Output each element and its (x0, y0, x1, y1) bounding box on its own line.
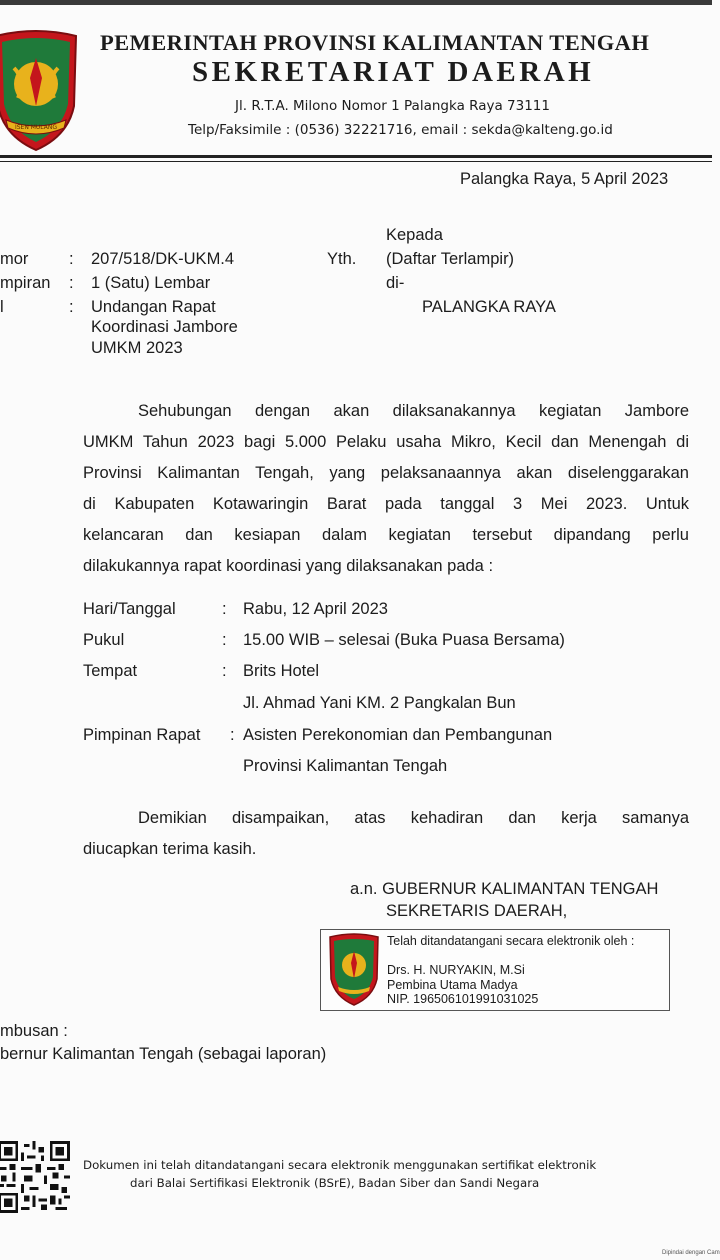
province-emblem-logo (0, 28, 84, 154)
schedule-value-place-1: Brits Hotel (243, 662, 320, 680)
qr-code-icon (0, 1140, 70, 1214)
closing-line: diucapkan terima kasih. (83, 840, 257, 858)
letterhead-office: SEKRETARIAT DAERAH (192, 56, 595, 88)
meta-value-nomor: 207/518/DK-UKM.4 (91, 250, 235, 268)
meta-value-lampiran: 1 (Satu) Lembar (91, 274, 211, 292)
meta-value-hal-3: UMKM 2023 (91, 339, 183, 357)
body-line: kelancaran dan kesiapan dalam kegiatan tersebut dipandang perlu (83, 526, 689, 544)
schedule-sep-place: : (222, 662, 227, 680)
top-edge-bar (0, 0, 712, 5)
schedule-label-chair: Pimpinan Rapat (83, 726, 201, 744)
meta-label-lampiran: mpiran (0, 274, 51, 292)
meta-sep-lampiran: : (69, 274, 74, 292)
meta-value-hal-2: Koordinasi Jambore (91, 318, 238, 336)
schedule-sep-time: : (222, 631, 227, 649)
schedule-value-place-2: Jl. Ahmad Yani KM. 2 Pangkalan Bun (243, 694, 516, 712)
schedule-label-date: Hari/Tanggal (83, 600, 176, 618)
schedule-value-chair-1: Asisten Perekonomian dan Pembangunan (243, 726, 553, 744)
tembusan-heading: mbusan : (0, 1022, 68, 1040)
signer-nip: NIP. 196506101991031025 (387, 992, 539, 1006)
schedule-sep-date: : (222, 600, 227, 618)
body-line: di Kabupaten Kotawaringin Barat pada tanggal 3 Mei 2023. Untuk (83, 495, 689, 513)
recipient-kepada: Kepada (386, 226, 443, 244)
meta-label-hal: l (0, 298, 4, 316)
signer-name: Drs. H. NURYAKIN, M.Si (387, 963, 525, 977)
schedule-value-chair-2: Provinsi Kalimantan Tengah (243, 757, 448, 775)
signature-an: a.n. GUBERNUR KALIMANTAN TENGAH (350, 880, 659, 898)
body-line: dilakukannya rapat koordinasi yang dilaksanakan pada : (83, 557, 494, 575)
meta-sep-hal: : (69, 298, 74, 316)
signature-title: SEKRETARIS DAERAH, (386, 902, 568, 920)
signer-rank: Pembina Utama Madya (387, 978, 518, 992)
letterhead-government: PEMERINTAH PROVINSI KALIMANTAN TENGAH (100, 30, 650, 55)
body-line: Sehubungan dengan akan dilaksanakannya kegiatan Jambore (138, 402, 689, 420)
schedule-label-time: Pukul (83, 631, 125, 649)
logo-ribbon-text: ISEN MULANG (14, 124, 58, 131)
recipient-di: di- (386, 274, 405, 292)
schedule-value-time: 15.00 WIB – selesai (Buka Puasa Bersama) (243, 631, 565, 649)
meta-value-hal-1: Undangan Rapat (91, 298, 216, 316)
body-line: UMKM Tahun 2023 bagi 5.000 Pelaku usaha Mikro, Kecil dan Menengah di (83, 433, 689, 451)
meta-sep-nomor: : (69, 250, 74, 268)
scanner-watermark: Dipindai dengan Cam (662, 1250, 720, 1256)
body-line: Provinsi Kalimantan Tengah, yang pelaksanaannya akan diselenggarakan (83, 464, 689, 482)
recipient-name: (Daftar Terlampir) (386, 250, 515, 268)
letterhead-address: Jl. R.T.A. Milono Nomor 1 Palangka Raya 73111 (235, 98, 550, 114)
tembusan-item: bernur Kalimantan Tengah (sebagai laporan) (0, 1045, 327, 1063)
letterhead-contact: Telp/Faksimile : (0536) 32221716, email : sekda@kalteng.go.id (188, 122, 613, 138)
signature-emblem-icon (326, 933, 382, 1007)
footer-bsre-line1: Dokumen ini telah ditandatangani secara elektronik menggunakan sertifikat elektronik (83, 1158, 597, 1172)
meta-label-nomor: mor (0, 250, 29, 268)
letterhead-rule-thick (0, 155, 712, 158)
recipient-yth: Yth. (327, 250, 357, 268)
letter-date: Palangka Raya, 5 April 2023 (460, 170, 669, 188)
schedule-value-date: Rabu, 12 April 2023 (243, 600, 388, 618)
signature-box-heading: Telah ditandatangani secara elektronik oleh : (387, 934, 635, 948)
schedule-sep-chair: : (230, 726, 235, 744)
body-paragraph (83, 396, 689, 582)
footer-bsre-line2: dari Balai Sertifikasi Elektronik (BSrE), Badan Siber dan Sandi Negara (130, 1176, 540, 1190)
closing-paragraph (83, 803, 689, 865)
recipient-city: PALANGKA RAYA (422, 298, 556, 316)
closing-line: Demikian disampaikan, atas kehadiran dan kerja samanya (138, 809, 689, 827)
schedule-label-place: Tempat (83, 662, 138, 680)
letterhead-rule-thin (0, 161, 712, 162)
